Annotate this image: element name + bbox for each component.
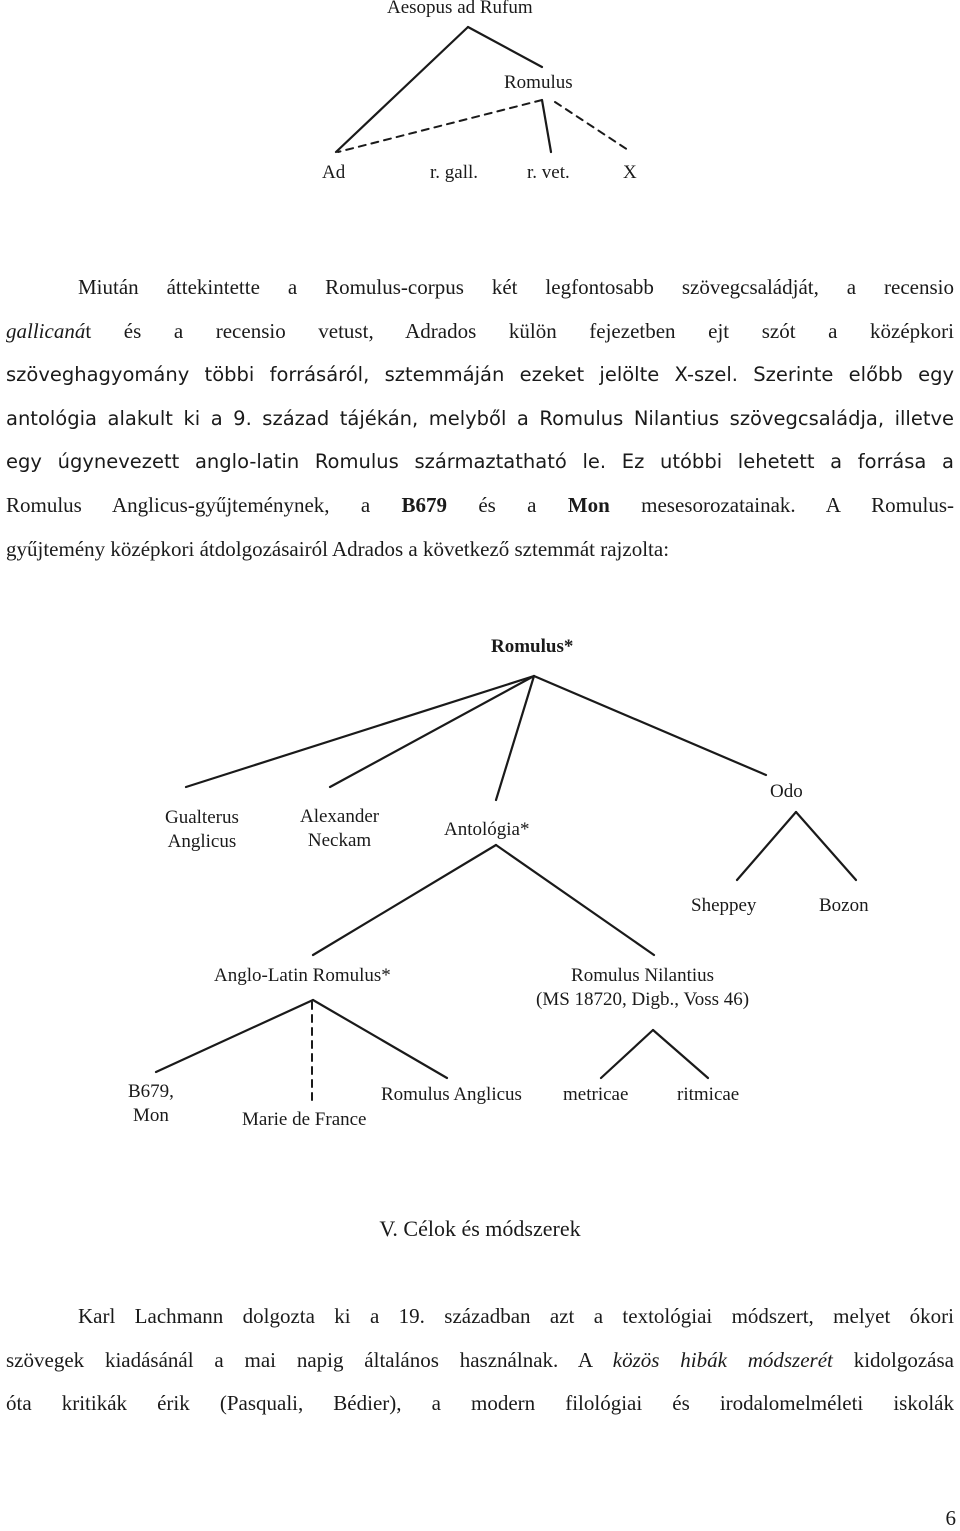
node-b679-line-2: Mon xyxy=(133,1105,169,1126)
section-heading: V. Célok és módszerek xyxy=(379,1216,581,1241)
edge-romulus-rvet xyxy=(542,100,551,152)
node-ritmicae: ritmicae xyxy=(677,1084,740,1105)
edge-root-ad xyxy=(336,27,468,152)
edge-odo-bozon xyxy=(796,812,856,880)
node-b679 xyxy=(128,1080,174,1128)
node-nilantius-line-2: (MS 18720, Digb., Voss 46) xyxy=(536,989,750,1010)
stemma-leaf-rvet: r. vet. xyxy=(527,162,570,183)
stemma-leaf-rgall: r. gall. xyxy=(430,162,479,183)
edge-nilantius-ritmicae xyxy=(653,1030,708,1078)
paragraph-2-line-3: óta kritikák érik (Pasquali, Bédier), a modern filológiai és irodalomelméleti iskolák xyxy=(6,1391,954,1416)
paragraph-1-line-3: szöveghagyomány többi forrásáról, sztemmáján ezeket jelölte X-szel. Szerinte előbb egy xyxy=(6,363,954,387)
edge-odo-sheppey xyxy=(737,812,796,880)
mon-bold: Mon xyxy=(567,492,610,517)
p1-l6-b: és a xyxy=(447,492,568,517)
paragraph-1-line-5: egy úgynevezett anglo-latin Romulus származtatható le. Ez utóbbi lehetett a forrása a xyxy=(6,450,954,474)
p1-l6-a: Romulus Anglicus-gyűjteménynek, a xyxy=(6,492,402,517)
edge-antologia-nilantius xyxy=(496,845,654,955)
stemma-leaf-x: X xyxy=(623,162,637,183)
node-gualterus-line-1: Gualterus xyxy=(165,807,239,828)
paragraph-1-line-7: gyűjtemény középkori átdolgozásairól Adrados a következő sztemmát rajzolta: xyxy=(6,536,670,561)
node-alexander-line-1: Alexander xyxy=(300,806,380,827)
paragraph-2-line-2 xyxy=(6,1339,954,1383)
p1-l6-c: mesesorozatainak. A Romulus- xyxy=(609,492,954,517)
paragraph-1-line-4: antológia alakult ki a 9. század tájékán, melyből a Romulus Nilantius szövegcsaládja, illetve xyxy=(6,406,954,430)
node-metricae: metricae xyxy=(563,1084,629,1105)
paragraph-1-line-1: Miután áttekintette a Romulus-corpus két legfontosabb szövegcsaládját, a recensio xyxy=(78,275,954,299)
edge-romulus-rgall-dashed xyxy=(338,100,542,152)
node-b679-line-1: B679, xyxy=(128,1081,174,1102)
paragraph-1-line-2-rest: t és a recensio vetust, Adrados külön fejezetben ejt szót a középkori xyxy=(85,318,954,343)
node-bozon: Bozon xyxy=(819,895,869,916)
b679-bold: B679 xyxy=(401,492,448,517)
node-gualterus xyxy=(165,806,239,854)
node-odo: Odo xyxy=(770,781,803,802)
edge-anglolatin-anglicus xyxy=(313,1000,447,1078)
paragraph-2 xyxy=(6,1295,954,1426)
stemma-top-romulus: Romulus xyxy=(504,72,573,93)
node-nilantius xyxy=(536,964,749,1012)
kozos-hibak-italic: közös hibák módszerét xyxy=(612,1347,833,1372)
paragraph-1-line-2 xyxy=(6,310,954,354)
stemma-leaf-ad: Ad xyxy=(322,162,346,183)
node-sheppey: Sheppey xyxy=(691,895,757,916)
paragraph-1-line-6 xyxy=(6,484,954,528)
stemma-top-root: Aesopus ad Rufum xyxy=(387,0,533,18)
stemma-main-root: Romulus* xyxy=(491,636,574,657)
node-alexander xyxy=(300,805,379,853)
edge-romulus-odo xyxy=(534,676,766,775)
gallicana-italic: gallicaná xyxy=(6,318,86,343)
node-antologia: Antológia* xyxy=(444,819,530,840)
paragraph-2-line-1: Karl Lachmann dolgozta ki a 19. században azt a textológiai módszert, melyet ókori xyxy=(78,1304,954,1328)
edge-anglolatin-b679 xyxy=(156,1000,313,1072)
edge-nilantius-metricae xyxy=(601,1030,653,1078)
p2-l2-b: kidolgozása xyxy=(832,1347,954,1372)
paragraph-1 xyxy=(6,266,954,571)
node-marie: Marie de France xyxy=(242,1109,367,1130)
p2-l2-a: szövegek kiadásánál a mai napig általános használnak. A xyxy=(6,1347,613,1372)
node-alexander-line-2: Neckam xyxy=(307,830,372,851)
node-anglo-latin: Anglo-Latin Romulus* xyxy=(214,965,391,986)
page-number: 6 xyxy=(945,1506,956,1530)
edge-romulus-x-dashed xyxy=(555,102,628,150)
node-nilantius-line-1: Romulus Nilantius xyxy=(571,965,715,986)
node-romulus-anglicus: Romulus Anglicus xyxy=(381,1084,522,1105)
edge-antologia-anglolatin xyxy=(313,845,496,955)
node-gualterus-line-2: Anglicus xyxy=(167,831,237,852)
edge-root-romulus xyxy=(468,27,542,67)
